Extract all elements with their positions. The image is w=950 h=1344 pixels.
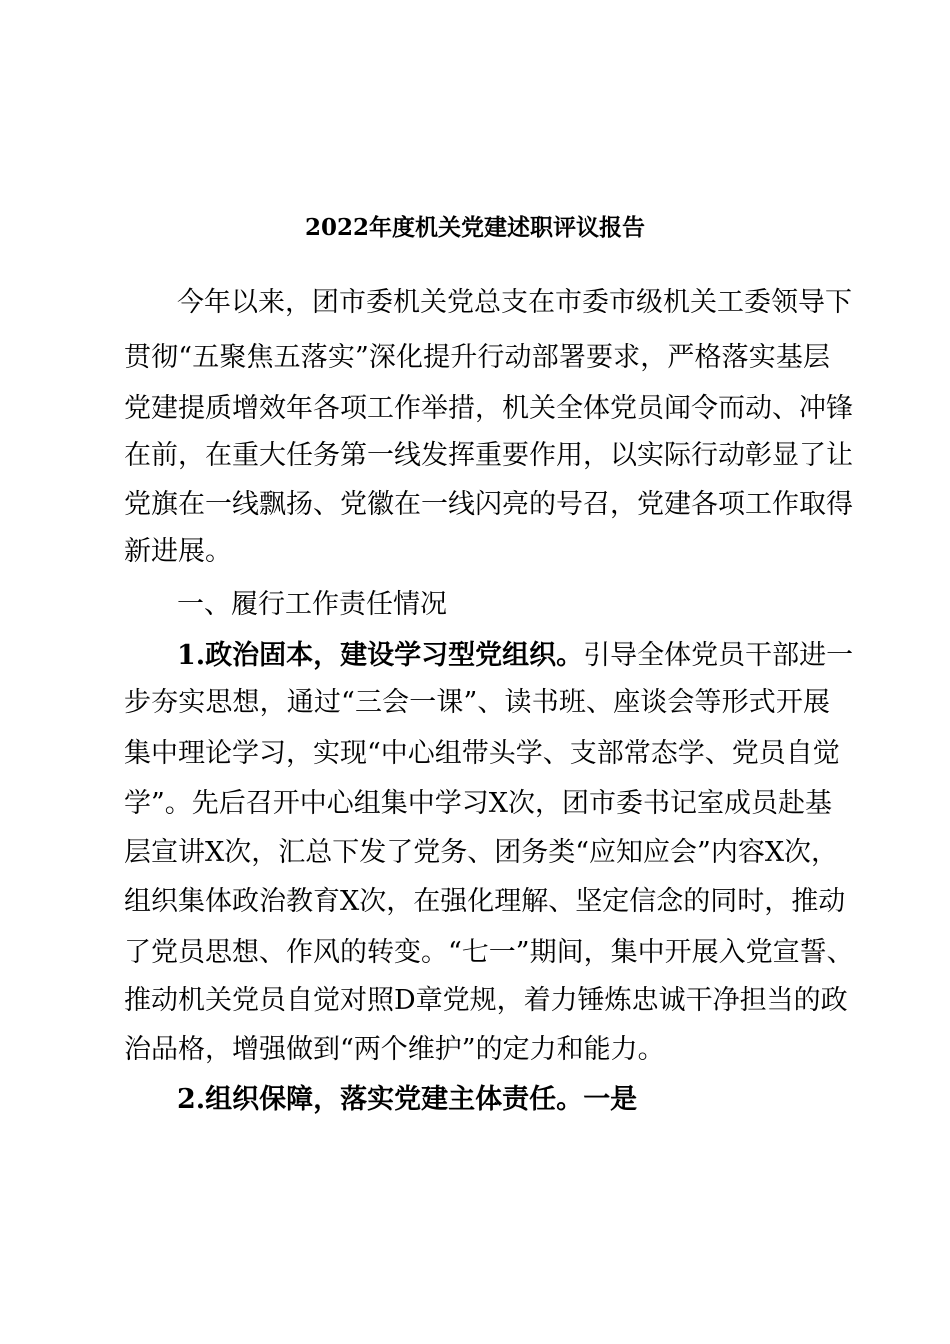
item1-line-5: 层宣讲X次，汇总下发了党务、团务类“应知应会”内容X次，: [124, 837, 839, 868]
item2-first-line: [177, 1080, 830, 1120]
intro-line-5: 党旗在一线飘扬、党徽在一线闪亮的号召，党建各项工作取得: [124, 489, 853, 520]
intro-line-4: 在前，在重大任务第一线发挥重要作用，以实际行动彰显了让: [124, 440, 853, 471]
item1-line-8: 推动机关党员自觉对照D章党规，着力锤炼忠诚干净担当的政: [124, 985, 848, 1016]
intro-line-6: 新进展。: [124, 536, 232, 567]
item1-line-9: 治品格，增强做到“两个维护”的定力和能力。: [124, 1034, 665, 1065]
item2-tail: 一是: [583, 1084, 638, 1115]
document-title: 2022年度机关党建述职评议报告: [304, 214, 645, 241]
item1-line-3: 集中理论学习，实现“中心组带头学、支部常态学、党员自觉: [124, 738, 840, 769]
item1-line-2: 步夯实思想，通过“三会一课”、读书班、座谈会等形式开展: [124, 687, 830, 718]
item1-line-6: 组织集体政治教育X次，在强化理解、坚定信念的同时，推动: [124, 886, 846, 917]
item1-first-rest: 引导全体党员干部进一: [583, 640, 854, 671]
item2-lead: 2.组织保障，落实党建主体责任。: [177, 1084, 584, 1115]
item1-lead: 1.政治固本，建设学习型党组织。: [177, 640, 584, 671]
item1-line-7: 了党员思想、作风的转变。“七一”期间，集中开展入党宣誓、: [124, 937, 854, 968]
intro-line-3: 党建提质增效年各项工作举措，机关全体党员闻令而动、冲锋: [124, 393, 853, 424]
section-heading: 一、履行工作责任情况: [177, 589, 447, 620]
item1-first-line: [177, 636, 854, 676]
item1-line-4: 学”。先后召开中心组集中学习X次，团市委书记室成员赴基: [124, 788, 833, 819]
intro-line-1: 今年以来，团市委机关党总支在市委市级机关工委领导下: [177, 287, 852, 318]
intro-line-2: 贯彻“五聚焦五落实”深化提升行动部署要求，严格落实基层: [124, 342, 830, 373]
